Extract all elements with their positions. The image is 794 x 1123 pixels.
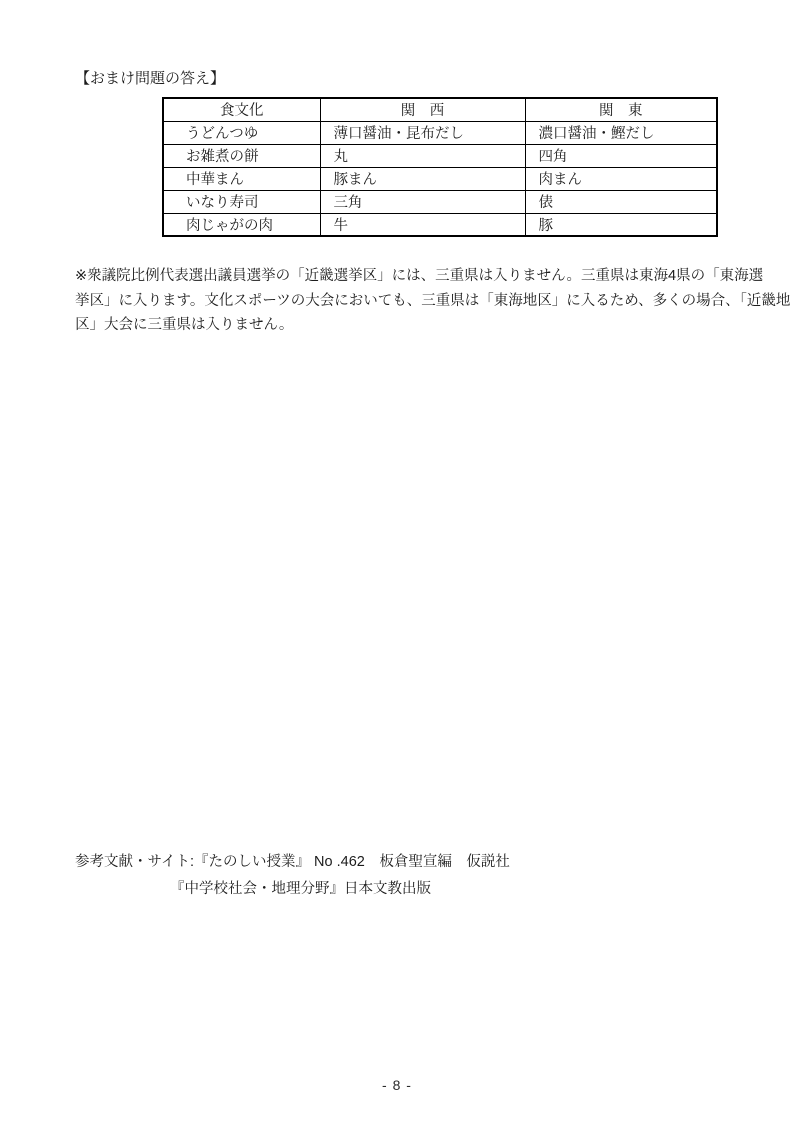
answers-table-body bbox=[163, 121, 717, 236]
footnote-line: 区」大会に三重県は入りません。 bbox=[75, 317, 294, 334]
table-header-row bbox=[163, 98, 717, 121]
table-row bbox=[163, 144, 717, 167]
table-cell: 中華まん bbox=[163, 167, 320, 190]
table-cell: 三角 bbox=[320, 190, 525, 213]
table-row bbox=[163, 190, 717, 213]
footnote-line: ※衆議院比例代表選出議員選挙の「近畿選挙区」には、三重県は入りません。三重県は東海4県の「東海選 bbox=[75, 268, 764, 284]
table-cell: 薄口醤油・昆布だし bbox=[320, 121, 525, 144]
table-cell: 豚まん bbox=[320, 167, 525, 190]
table-cell: 豚 bbox=[525, 213, 717, 236]
answers-table-header bbox=[163, 98, 717, 121]
references-line-2: 『中学校社会・地理分野』日本文教出版 bbox=[170, 881, 431, 897]
table-cell: 牛 bbox=[320, 213, 525, 236]
answers-table bbox=[162, 97, 718, 237]
table-cell: お雑煮の餅 bbox=[163, 144, 320, 167]
references-line-1: 参考文献・サイト:『たのしい授業』 No .462 板倉聖宣編 仮説社 bbox=[75, 854, 510, 870]
table-row bbox=[163, 167, 717, 190]
column-header-kanto: 関 東 bbox=[525, 98, 717, 121]
table-row bbox=[163, 213, 717, 236]
table-cell: 丸 bbox=[320, 144, 525, 167]
column-header-food-culture: 食文化 bbox=[163, 98, 320, 121]
section-heading: 【おまけ問題の答え】 bbox=[75, 70, 226, 87]
footnote-line: 挙区」に入ります。文化スポーツの大会においても、三重県は「東海地区」に入るため、多くの場合、「近畿地 bbox=[75, 292, 791, 309]
table-cell: 濃口醤油・鰹だし bbox=[525, 121, 717, 144]
table-cell: 俵 bbox=[525, 190, 717, 213]
column-header-kansai: 関 西 bbox=[320, 98, 525, 121]
table-cell: 肉じゃがの肉 bbox=[163, 213, 320, 236]
table-cell: 四角 bbox=[525, 144, 717, 167]
table-row bbox=[163, 121, 717, 144]
table-cell: 肉まん bbox=[525, 167, 717, 190]
footnote-paragraph bbox=[75, 264, 790, 338]
table-cell: うどんつゆ bbox=[163, 121, 320, 144]
page-number: - 8 - bbox=[382, 1077, 412, 1093]
table-cell: いなり寿司 bbox=[163, 190, 320, 213]
